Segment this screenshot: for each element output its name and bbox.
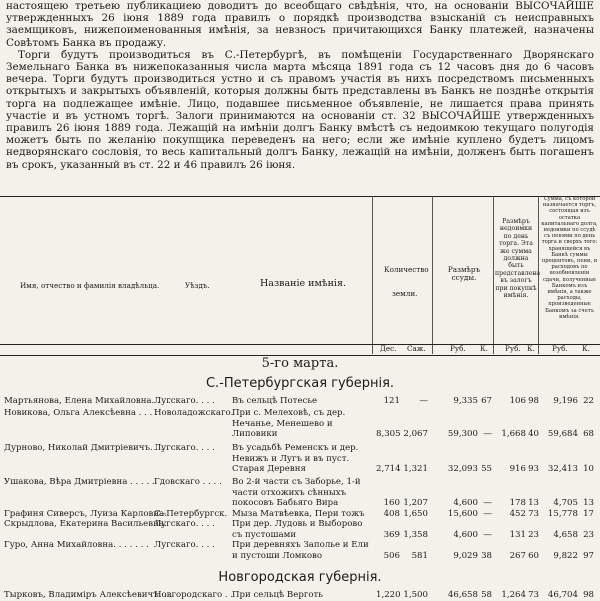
col-header-qty-bottom: земли. [392,289,418,298]
debt-rub: 46,704 [547,590,578,600]
header-top-rule [0,196,600,197]
loan-kop: 55 [481,464,492,474]
arrears-rub: 452 [509,509,526,519]
owner-name: Мартьянова, Елена Михайловна. . . . [4,396,171,406]
land-sazh: 1,358 [403,530,428,540]
date-heading: 5-го марта. [261,356,339,371]
debt-rub: 59,684 [547,429,578,439]
debt-rub: 32,413 [547,464,578,474]
arrears-rub: 267 [509,551,526,561]
loan-kop: — [483,530,492,540]
loan-rub: 9,029 [453,551,478,561]
land-sazh: 1,207 [403,498,428,508]
intro-text [6,0,594,171]
governorate-heading: Новгородская губернія. [218,570,382,585]
loan-kop: — [483,509,492,519]
col-header-uezd: Уѣздъ. [185,281,210,290]
arrears-rub: 131 [509,530,526,540]
owner-name: Ушакова, Вѣра Дмитріевна . . . . . [4,477,155,487]
loan-rub: 4,600 [453,498,478,508]
loan-rub: 4,600 [453,530,478,540]
loan-kop: 67 [481,396,492,406]
estate-name: При с. Мелеховѣ, съ дер. Нечанье, Менешево и Липовики [232,408,346,439]
estate-name: Во 2-й части съ Заборье, 1-й части отхожихъ сѣнныхъ покосовъ Бабьяго Вира [232,477,361,508]
land-des: 2,714 [376,464,401,474]
land-sazh: 581 [411,551,428,561]
debt-kop: 22 [583,396,594,406]
debt-kop: 10 [583,464,594,474]
col-header-qty-top: Количество [384,265,429,274]
uezd: Лугскаго. . . . [154,443,215,453]
land-des: 408 [383,509,400,519]
intro-paragraph-2: Торги будутъ производиться въ С.-Петербургѣ, въ помѣщеніи Государственнаго Дворянскаго Земельнаго Банка въ нижепоказанныя числа марта мѣсяца 1891 года съ 12 часовъ дня до 6 часовъ вечера. Торги будутъ производиться устно и съ правомъ участія въ нихъ посредствомъ письменныхъ открытыхъ и закрытыхъ объявленій, которыя должны быть представлены въ Банкъ не позднѣе открытія торга на подлежащее имѣніе. Лицо, подавшее письменное объявленіе, не лишается права принять участіе и въ устномъ торгѣ. Залоги принимаются на основаніи ст. 32 ВЫСОЧАЙШЕ утвержденныхъ правилъ 26 іюня 1889 года. Лежащій на имѣніи долгъ Банку вмѣстѣ съ недоимкою текущаго полугодія можетъ быть по желанію покупщика переведенъ на него; если же имѣніе куплено будетъ лицомъ недворянскаго сословія, то весь капитальный долгъ Банку, лежащій на имѣніи, долженъ быть погашенъ въ срокъ, указанный въ ст. 22 и 46 правилъ 26 іюня. [6,48,594,171]
unit-rub-loan: Руб. [450,344,466,353]
header-divider [493,196,494,354]
uezd: Лугскаго. . . . [154,540,215,550]
land-sazh: 1,500 [403,590,428,600]
loan-kop: — [483,429,492,439]
arrears-kop: 40 [528,429,539,439]
arrears-kop: 13 [528,498,539,508]
governorate-heading: С.-Петербургская губернія. [205,376,395,391]
col-header-name: Имя, отчество и фамилія владѣльца. [20,281,160,290]
arrears-kop: 73 [528,590,539,600]
debt-kop: 98 [583,590,594,600]
debt-rub: 9,196 [553,396,578,406]
table-header [0,196,600,354]
arrears-rub: 178 [509,498,526,508]
arrears-rub: 1,668 [501,429,526,439]
header-divider [372,196,373,354]
debt-rub: 4,705 [553,498,578,508]
estate-name: Въ сельцѣ Потесье [232,396,318,406]
land-des: 1,220 [376,590,401,600]
col-header-debt: Сумма, съ которой назначается торгъ, состоящая изъ остатка капитальнаго долга, недоимки по ссудѣ съ пенями по день торга и сверхъ того: хранящейся въ Банкѣ суммы процентовъ, пени, и расходовъ по возобновленіи сдачи, полученные Банкомъ изъ имѣнія, а также расходы, произведенные Банкомъ за счетъ имѣнія. [541,196,598,320]
estate-name: Въ усадьбѣ Ременскъ и дер. Невижъ и Лугъ и въ пуст. Старая Деревня [232,443,359,474]
uezd: Новгородскаго . . [154,590,234,600]
owner-name: Новикова, Ольга Алексѣевна . . . . [4,408,158,418]
land-sazh: 1,650 [403,509,428,519]
unit-kop-loan: К. [480,344,488,353]
estate-name: При сельцѣ Верготь [232,590,323,600]
owner-name: Тырковъ, Владиміръ Алексѣевичъ. . . [4,590,173,600]
loan-rub: 15,600 [447,509,478,519]
debt-kop: 17 [583,509,594,519]
debt-kop: 13 [583,498,594,508]
land-des: 369 [383,530,400,540]
debt-rub: 4,658 [553,530,578,540]
estate-name: При деревняхъ Заполье и Ели и пустоши Ломково [232,540,369,561]
arrears-kop: 93 [528,464,539,474]
debt-kop: 68 [583,429,594,439]
unit-kop-debt: К. [582,344,590,353]
loan-rub: 32,093 [447,464,478,474]
uezd: Новоладожскаго. [154,408,234,418]
owner-name: Графиня Сиверсъ, Луиза Карловна. [4,509,167,519]
loan-kop: — [483,498,492,508]
unit-rub-debt: Руб. [552,344,568,353]
arrears-rub: 916 [509,464,526,474]
uezd: С.-Петербургск. [154,509,228,519]
arrears-rub: 1,264 [501,590,526,600]
header-divider [432,196,433,354]
land-des: 8,305 [376,429,401,439]
loan-kop: 38 [481,551,492,561]
estate-name: При дер. Лудовь и Выборово съ пустошами [232,519,363,540]
uezd: Лугскаго. . . . [154,396,215,406]
arrears-kop: 98 [528,396,539,406]
unit-rub-arrears: Руб. [505,344,521,353]
loan-rub: 46,658 [447,590,478,600]
land-sazh: 2,067 [403,429,428,439]
estate-name: Мыза Матвѣевка, Пери тожъ [232,509,365,519]
owner-name: Дурново, Николай Дмитріевичъ. . . . [4,443,170,453]
debt-rub: 15,778 [547,509,578,519]
loan-rub: 59,300 [447,429,478,439]
unit-des: Дес. [380,344,397,353]
debt-kop: 97 [583,551,594,561]
unit-sazh: Саж. [407,344,426,353]
land-sazh: 1,321 [403,464,428,474]
land-des: 160 [383,498,400,508]
owner-name: Скрыдлова, Екатерина Васильевна. [4,519,167,529]
uezd: Гдовскаго . . . . [154,477,222,487]
arrears-rub: 106 [509,396,526,406]
col-header-loan: Размѣръ ссуды. [447,265,481,282]
uezd: Лугскаго. . . . [154,519,215,529]
debt-rub: 9,822 [553,551,578,561]
arrears-kop: 60 [528,551,539,561]
col-header-estate: Названіе имѣнія. [260,278,346,289]
loan-rub: 9,335 [453,396,478,406]
arrears-kop: 23 [528,530,539,540]
intro-paragraph-1: настоящею третьею публикациею доводитъ до всеобщаго свѣдѣнія, что, на основаніи ВЫСОЧАЙШЕ утвержденныхъ 26 іюня 1889 года правилъ о порядкѣ производства взысканій съ неисправныхъ заемщиковъ, нижепоименованныя имѣнія, за невзносъ причитающихся Банку платежей, назначены Совѣтомъ Банка въ продажу. [6,0,594,49]
land-des: 121 [383,396,400,406]
land-sazh: — [419,396,428,406]
debt-kop: 23 [583,530,594,540]
unit-kop-arrears: К. [527,344,535,353]
col-header-arrears: Размѣръ недоимки по день торга. Эта же сумма должна быть представлена въ залогъ при покупкѣ имѣнія. [495,218,541,300]
arrears-kop: 73 [528,509,539,519]
owner-name: Гуро, Анна Михайловна. . . . . . . [4,540,149,550]
loan-kop: 58 [481,590,492,600]
land-des: 506 [383,551,400,561]
